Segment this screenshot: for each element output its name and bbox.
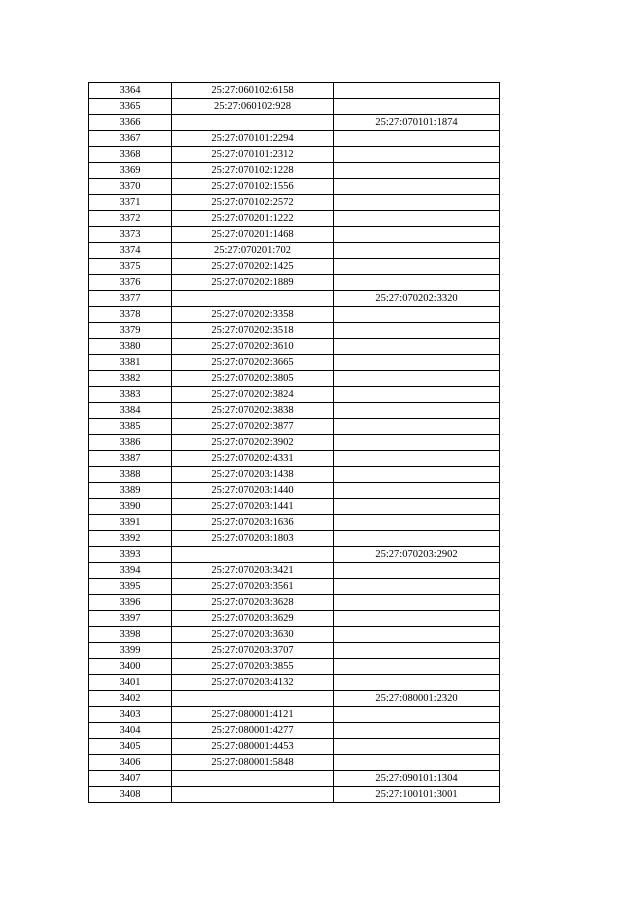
row-number-cell: 3402 [89,691,172,707]
cadastral-number-cell-b [334,739,500,755]
row-number-cell: 3371 [89,195,172,211]
cadastral-number-cell-a: 25:27:070101:2312 [172,147,334,163]
cadastral-number-cell-a: 25:27:070202:3902 [172,435,334,451]
cadastral-number-cell-b [334,211,500,227]
table-row [89,259,500,275]
row-number-cell: 3374 [89,243,172,259]
cadastral-number-cell-a [172,115,334,131]
row-number-cell: 3396 [89,595,172,611]
cadastral-number-cell-a: 25:27:070202:3824 [172,387,334,403]
table-row [89,499,500,515]
row-number-cell: 3384 [89,403,172,419]
row-number-cell: 3390 [89,499,172,515]
cadastral-number-cell-b [334,419,500,435]
cadastral-number-cell-a: 25:27:070201:1222 [172,211,334,227]
row-number-cell: 3380 [89,339,172,355]
cadastral-number-cell-b [334,467,500,483]
cadastral-number-cell-a [172,291,334,307]
row-number-cell: 3379 [89,323,172,339]
table-row [89,611,500,627]
cadastral-number-cell-b [334,707,500,723]
cadastral-number-cell-b [334,99,500,115]
row-number-cell: 3385 [89,419,172,435]
cadastral-number-cell-b: 25:27:100101:3001 [334,787,500,803]
cadastral-number-cell-a: 25:27:070203:3855 [172,659,334,675]
row-number-cell: 3364 [89,83,172,99]
cadastral-number-cell-b [334,595,500,611]
cadastral-number-cell-a: 25:27:070202:3518 [172,323,334,339]
cadastral-number-cell-b [334,307,500,323]
cadastral-number-cell-a: 25:27:070202:1425 [172,259,334,275]
table-row [89,323,500,339]
cadastral-number-cell-a: 25:27:070203:3421 [172,563,334,579]
cadastral-number-cell-b [334,451,500,467]
cadastral-number-cell-a: 25:27:070202:3665 [172,355,334,371]
row-number-cell: 3378 [89,307,172,323]
table-row [89,163,500,179]
row-number-cell: 3365 [89,99,172,115]
table-row [89,355,500,371]
cadastral-number-cell-b [334,435,500,451]
cadastral-number-cell-b [334,147,500,163]
table-row [89,755,500,771]
cadastral-number-cell-b [334,563,500,579]
cadastral-number-cell-a: 25:27:070203:3561 [172,579,334,595]
table-row [89,643,500,659]
row-number-cell: 3397 [89,611,172,627]
row-number-cell: 3377 [89,291,172,307]
cadastral-number-cell-a: 25:27:060102:6158 [172,83,334,99]
cadastral-number-cell-a: 25:27:070102:1556 [172,179,334,195]
cadastral-number-cell-b [334,675,500,691]
cadastral-number-cell-a: 25:27:070203:3629 [172,611,334,627]
cadastral-number-cell-a: 25:27:070203:1441 [172,499,334,515]
cadastral-number-cell-b [334,339,500,355]
table-row [89,131,500,147]
cadastral-number-cell-a [172,691,334,707]
row-number-cell: 3366 [89,115,172,131]
cadastral-number-table [88,82,500,803]
cadastral-number-cell-b: 25:27:070203:2902 [334,547,500,563]
cadastral-number-cell-a [172,771,334,787]
cadastral-number-cell-a: 25:27:080001:4277 [172,723,334,739]
cadastral-number-cell-a: 25:27:070201:1468 [172,227,334,243]
cadastral-number-cell-a: 25:27:080001:4453 [172,739,334,755]
table-row [89,739,500,755]
row-number-cell: 3387 [89,451,172,467]
table-row [89,787,500,803]
table-row [89,403,500,419]
cadastral-number-cell-a: 25:27:070203:1440 [172,483,334,499]
row-number-cell: 3405 [89,739,172,755]
row-number-cell: 3368 [89,147,172,163]
row-number-cell: 3406 [89,755,172,771]
cadastral-number-cell-a: 25:27:070202:3805 [172,371,334,387]
cadastral-number-cell-a: 25:27:070203:3628 [172,595,334,611]
cadastral-number-cell-a: 25:27:070102:2572 [172,195,334,211]
table-row [89,659,500,675]
cadastral-number-cell-a: 25:27:070203:4132 [172,675,334,691]
cadastral-number-cell-a: 25:27:070203:1803 [172,531,334,547]
cadastral-number-cell-b [334,627,500,643]
cadastral-number-cell-a: 25:27:070202:3610 [172,339,334,355]
cadastral-number-cell-a: 25:27:070202:3877 [172,419,334,435]
table-row [89,195,500,211]
cadastral-number-cell-b [334,611,500,627]
table-row [89,275,500,291]
cadastral-number-cell-a: 25:27:070203:3630 [172,627,334,643]
cadastral-number-cell-b [334,387,500,403]
cadastral-number-cell-b [334,499,500,515]
cadastral-number-cell-a: 25:27:070102:1228 [172,163,334,179]
cadastral-number-cell-b [334,195,500,211]
table-row [89,451,500,467]
row-number-cell: 3391 [89,515,172,531]
cadastral-number-cell-b: 25:27:070101:1874 [334,115,500,131]
row-number-cell: 3375 [89,259,172,275]
row-number-cell: 3376 [89,275,172,291]
row-number-cell: 3407 [89,771,172,787]
cadastral-number-cell-b: 25:27:080001:2320 [334,691,500,707]
table-row [89,179,500,195]
cadastral-number-cell-b [334,355,500,371]
row-number-cell: 3403 [89,707,172,723]
row-number-cell: 3383 [89,387,172,403]
row-number-cell: 3398 [89,627,172,643]
table-row [89,307,500,323]
table-row [89,531,500,547]
table-row [89,387,500,403]
table-row [89,771,500,787]
cadastral-number-cell-b [334,259,500,275]
row-number-cell: 3408 [89,787,172,803]
cadastral-number-cell-a: 25:27:070201:702 [172,243,334,259]
cadastral-number-cell-a: 25:27:070203:3707 [172,643,334,659]
row-number-cell: 3369 [89,163,172,179]
table-row [89,691,500,707]
table-row [89,227,500,243]
table-row [89,467,500,483]
cadastral-number-cell-b [334,83,500,99]
cadastral-number-cell-a: 25:27:070202:4331 [172,451,334,467]
row-number-cell: 3404 [89,723,172,739]
row-number-cell: 3400 [89,659,172,675]
table-row [89,675,500,691]
cadastral-number-cell-b [334,403,500,419]
table-row [89,115,500,131]
cadastral-number-cell-b [334,515,500,531]
table-row [89,579,500,595]
cadastral-number-cell-a [172,547,334,563]
cadastral-number-cell-b: 25:27:070202:3320 [334,291,500,307]
cadastral-number-cell-b [334,371,500,387]
row-number-cell: 3393 [89,547,172,563]
cadastral-number-cell-b [334,163,500,179]
table-row [89,547,500,563]
cadastral-number-cell-a: 25:27:070202:3358 [172,307,334,323]
row-number-cell: 3372 [89,211,172,227]
table-row [89,707,500,723]
cadastral-number-cell-a: 25:27:060102:928 [172,99,334,115]
cadastral-number-cell-b [334,643,500,659]
row-number-cell: 3389 [89,483,172,499]
row-number-cell: 3399 [89,643,172,659]
table-row [89,83,500,99]
row-number-cell: 3394 [89,563,172,579]
table-row [89,595,500,611]
table-body [89,83,500,803]
table-row [89,483,500,499]
cadastral-number-cell-b [334,323,500,339]
row-number-cell: 3370 [89,179,172,195]
cadastral-number-cell-b [334,227,500,243]
table-row [89,291,500,307]
cadastral-number-cell-b [334,659,500,675]
cadastral-number-cell-b [334,723,500,739]
cadastral-number-cell-b [334,131,500,147]
row-number-cell: 3367 [89,131,172,147]
cadastral-number-cell-b [334,531,500,547]
table-row [89,339,500,355]
cadastral-number-cell-b [334,483,500,499]
cadastral-number-cell-a: 25:27:080001:5848 [172,755,334,771]
cadastral-number-cell-b [334,275,500,291]
table-row [89,627,500,643]
row-number-cell: 3373 [89,227,172,243]
table-row [89,419,500,435]
cadastral-number-cell-a: 25:27:080001:4121 [172,707,334,723]
row-number-cell: 3386 [89,435,172,451]
table-row [89,563,500,579]
cadastral-number-cell-a: 25:27:070203:1438 [172,467,334,483]
table-row [89,723,500,739]
row-number-cell: 3401 [89,675,172,691]
table-row [89,515,500,531]
row-number-cell: 3388 [89,467,172,483]
row-number-cell: 3381 [89,355,172,371]
cadastral-number-cell-a [172,787,334,803]
cadastral-number-cell-a: 25:27:070101:2294 [172,131,334,147]
cadastral-number-cell-b [334,755,500,771]
table-row [89,371,500,387]
table-row [89,435,500,451]
cadastral-number-cell-a: 25:27:070202:1889 [172,275,334,291]
table-row [89,147,500,163]
table-row [89,243,500,259]
cadastral-number-cell-a: 25:27:070203:1636 [172,515,334,531]
row-number-cell: 3392 [89,531,172,547]
row-number-cell: 3382 [89,371,172,387]
cadastral-number-cell-b [334,243,500,259]
table-row [89,211,500,227]
cadastral-number-cell-b [334,179,500,195]
row-number-cell: 3395 [89,579,172,595]
table-row [89,99,500,115]
cadastral-number-cell-b: 25:27:090101:1304 [334,771,500,787]
cadastral-number-cell-a: 25:27:070202:3838 [172,403,334,419]
cadastral-number-cell-b [334,579,500,595]
